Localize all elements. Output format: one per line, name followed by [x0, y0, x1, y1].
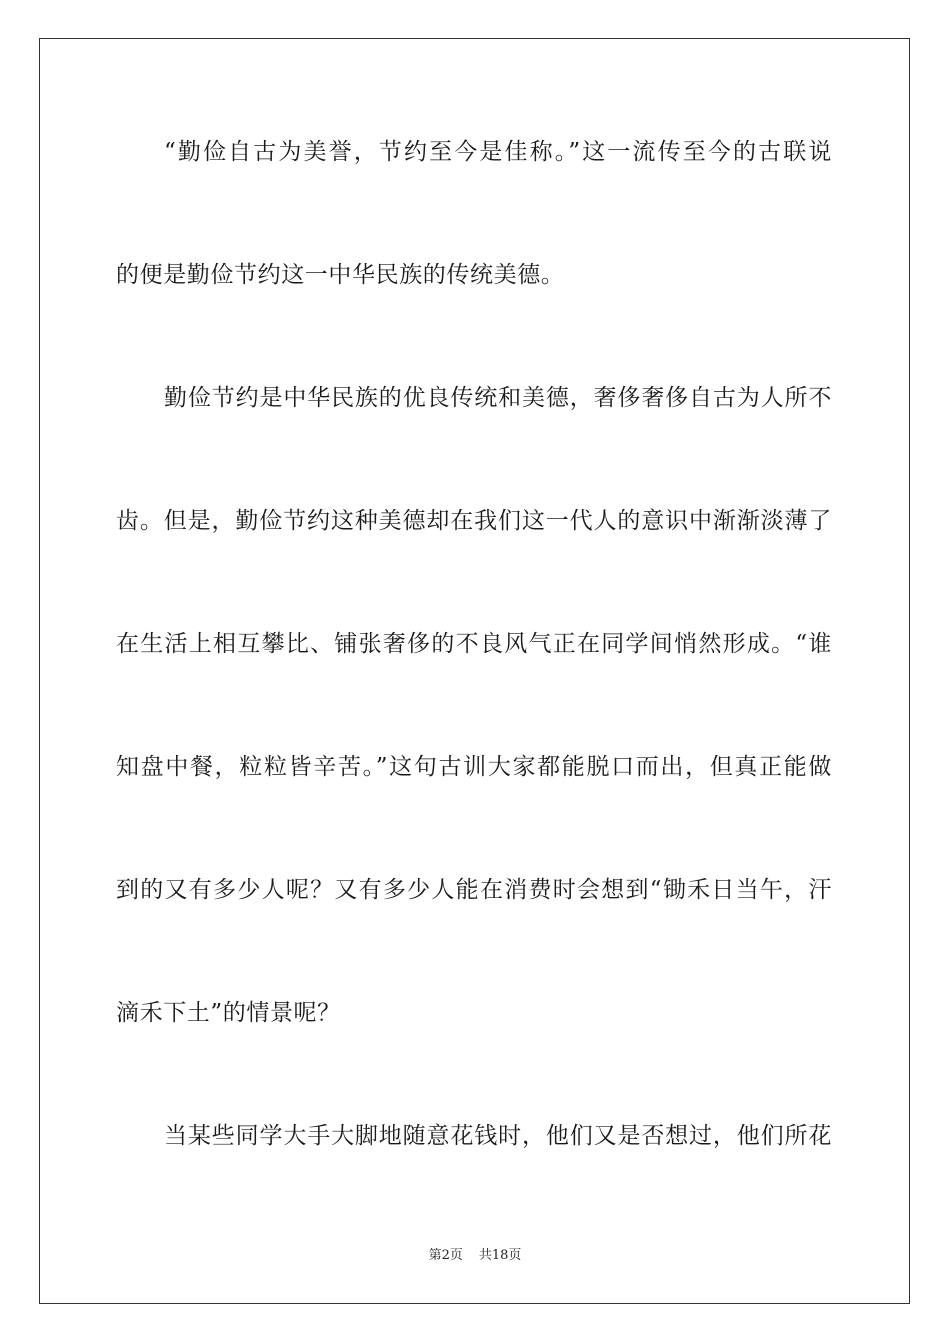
paragraph-3-line-1: 当某些同学大手大脚地随意花钱时，他们又是否想过，他们所花: [164, 1123, 832, 1149]
page-number: 第2页: [428, 1248, 463, 1263]
page-total: 共18页: [478, 1248, 522, 1263]
paragraph-2-line-1: 勤俭节约是中华民族的优良传统和美德，奢侈奢侈自古为人所不: [164, 385, 832, 411]
paragraph-2-line-5: 到的又有多少人呢？又有多少人能在消费时会想到“锄禾日当午，汗: [116, 877, 832, 903]
paragraph-2-line-4: 知盘中餐，粒粒皆辛苦。”这句古训大家都能脱口而出，但真正能做: [116, 754, 832, 780]
paragraph-2-line-6: 滴禾下土”的情景呢？: [116, 1000, 341, 1026]
paragraph-1-line-1: “勤俭自古为美誉，节约至今是佳称。”这一流传至今的古联说: [164, 139, 832, 165]
page-footer: [0, 1247, 950, 1265]
paragraph-1-line-2: 的便是勤俭节约这一中华民族的传统美德。: [116, 262, 565, 288]
page-border: [39, 38, 910, 1304]
paragraph-2-line-2: 齿。但是，勤俭节约这种美德却在我们这一代人的意识中渐渐淡薄了: [116, 508, 832, 534]
paragraph-2-line-3: 在生活上相互攀比、铺张奢侈的不良风气正在同学间悄然形成。“谁: [116, 631, 832, 657]
